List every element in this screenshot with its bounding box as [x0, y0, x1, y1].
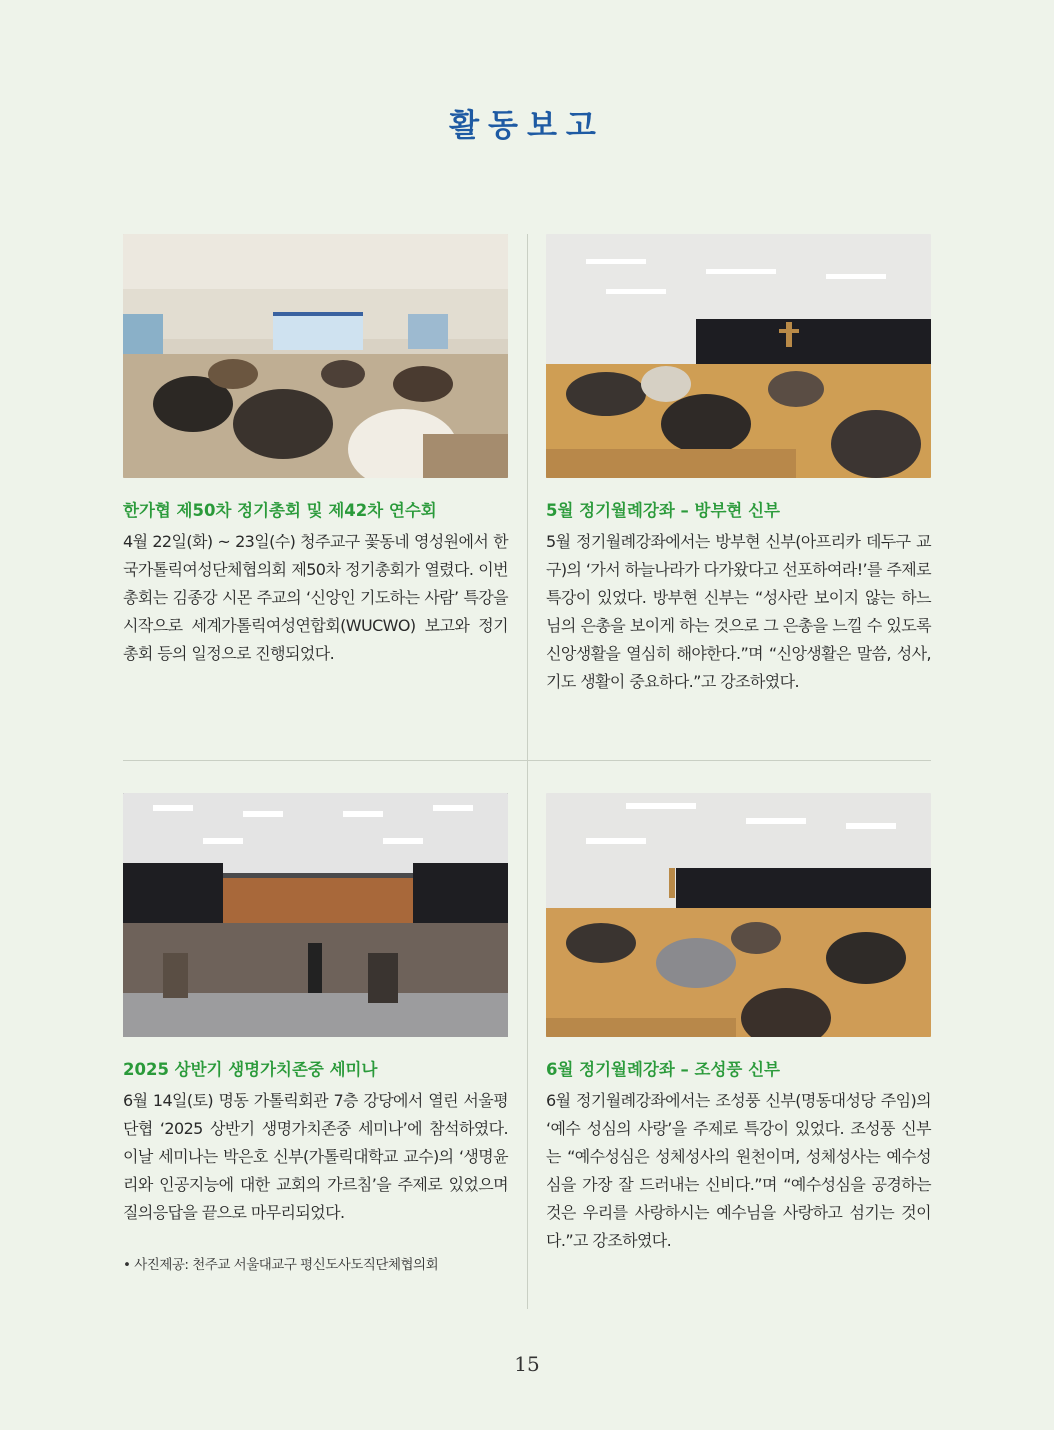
may-lecture-photo	[546, 234, 931, 478]
article-body: 4월 22일(화) ~ 23일(수) 청주교구 꽃동네 영성원에서 한국가톨릭여성단체협의회 제50차 정기총회가 열렸다. 이번 총회는 김종강 시몬 주교의 ‘신앙인 기도하는 사람’ 특강을 시작으로 세계가톨릭여성연합회(WUCWO) 보고와 정기총회 등의 일정으로 진행되었다.	[123, 532, 508, 663]
column-divider	[527, 234, 528, 1309]
article-may-lecture	[546, 234, 931, 696]
article-title: 한가협 제50차 정기총회 및 제42차 연수회	[123, 501, 437, 520]
seminar-photo	[123, 793, 508, 1037]
photo-credit: • 사진제공: 천주교 서울대교구 평신도사도직단체협의회	[123, 1257, 439, 1273]
article-june-lecture	[546, 793, 931, 1255]
page-number: 15	[514, 1352, 540, 1376]
article-title: 5월 정기월례강좌 – 방부현 신부	[546, 501, 780, 520]
assembly-photo	[123, 234, 508, 478]
article-body: 6월 정기월례강좌에서는 조성풍 신부(명동대성당 주임)의 ‘예수 성심의 사랑’을 주제로 특강이 있었다. 조성풍 신부는 “예수성심은 성체성사의 원천이며, 성체성사는 예수성심을 가장 잘 드러내는 신비다.”며 “예수성심을 공경하는 것은 우리를 사랑하시는 예수님을 사랑하고 섬기는 것이다.”고 강조하였다.	[546, 1091, 931, 1250]
article-body: 6월 14일(토) 명동 가톨릭회관 7층 강당에서 열린 서울평단협 ‘2025 상반기 생명가치존중 세미나’에 참석하였다. 이날 세미나는 박은호 신부(가톨릭대학교 교수)의 ‘생명윤리와 인공지능에 대한 교회의 가르침’을 주제로 있었으며 질의응답을 끝으로 마무리되었다.	[123, 1091, 508, 1222]
article-life-seminar	[123, 793, 508, 1273]
page-title: 활동보고	[449, 108, 605, 144]
row-divider	[123, 760, 931, 761]
article-body: 5월 정기월례강좌에서는 방부현 신부(아프리카 데두구 교구)의 ‘가서 하늘나라가 다가왔다고 선포하여라!’를 주제로 특강이 있었다. 방부현 신부는 “성사란 보이지 않는 하느님의 은총을 보이게 하는 것으로 그 은총을 느낄 수 있도록 신앙생활을 열심히 해야한다.”며 “신앙생활은 말씀, 성사, 기도 생활이 중요하다.”고 강조하였다.	[546, 532, 931, 691]
june-lecture-photo	[546, 793, 931, 1037]
article-title: 6월 정기월례강좌 – 조성풍 신부	[546, 1060, 780, 1079]
article-title: 2025 상반기 생명가치존중 세미나	[123, 1060, 378, 1079]
article-general-assembly	[123, 234, 508, 668]
